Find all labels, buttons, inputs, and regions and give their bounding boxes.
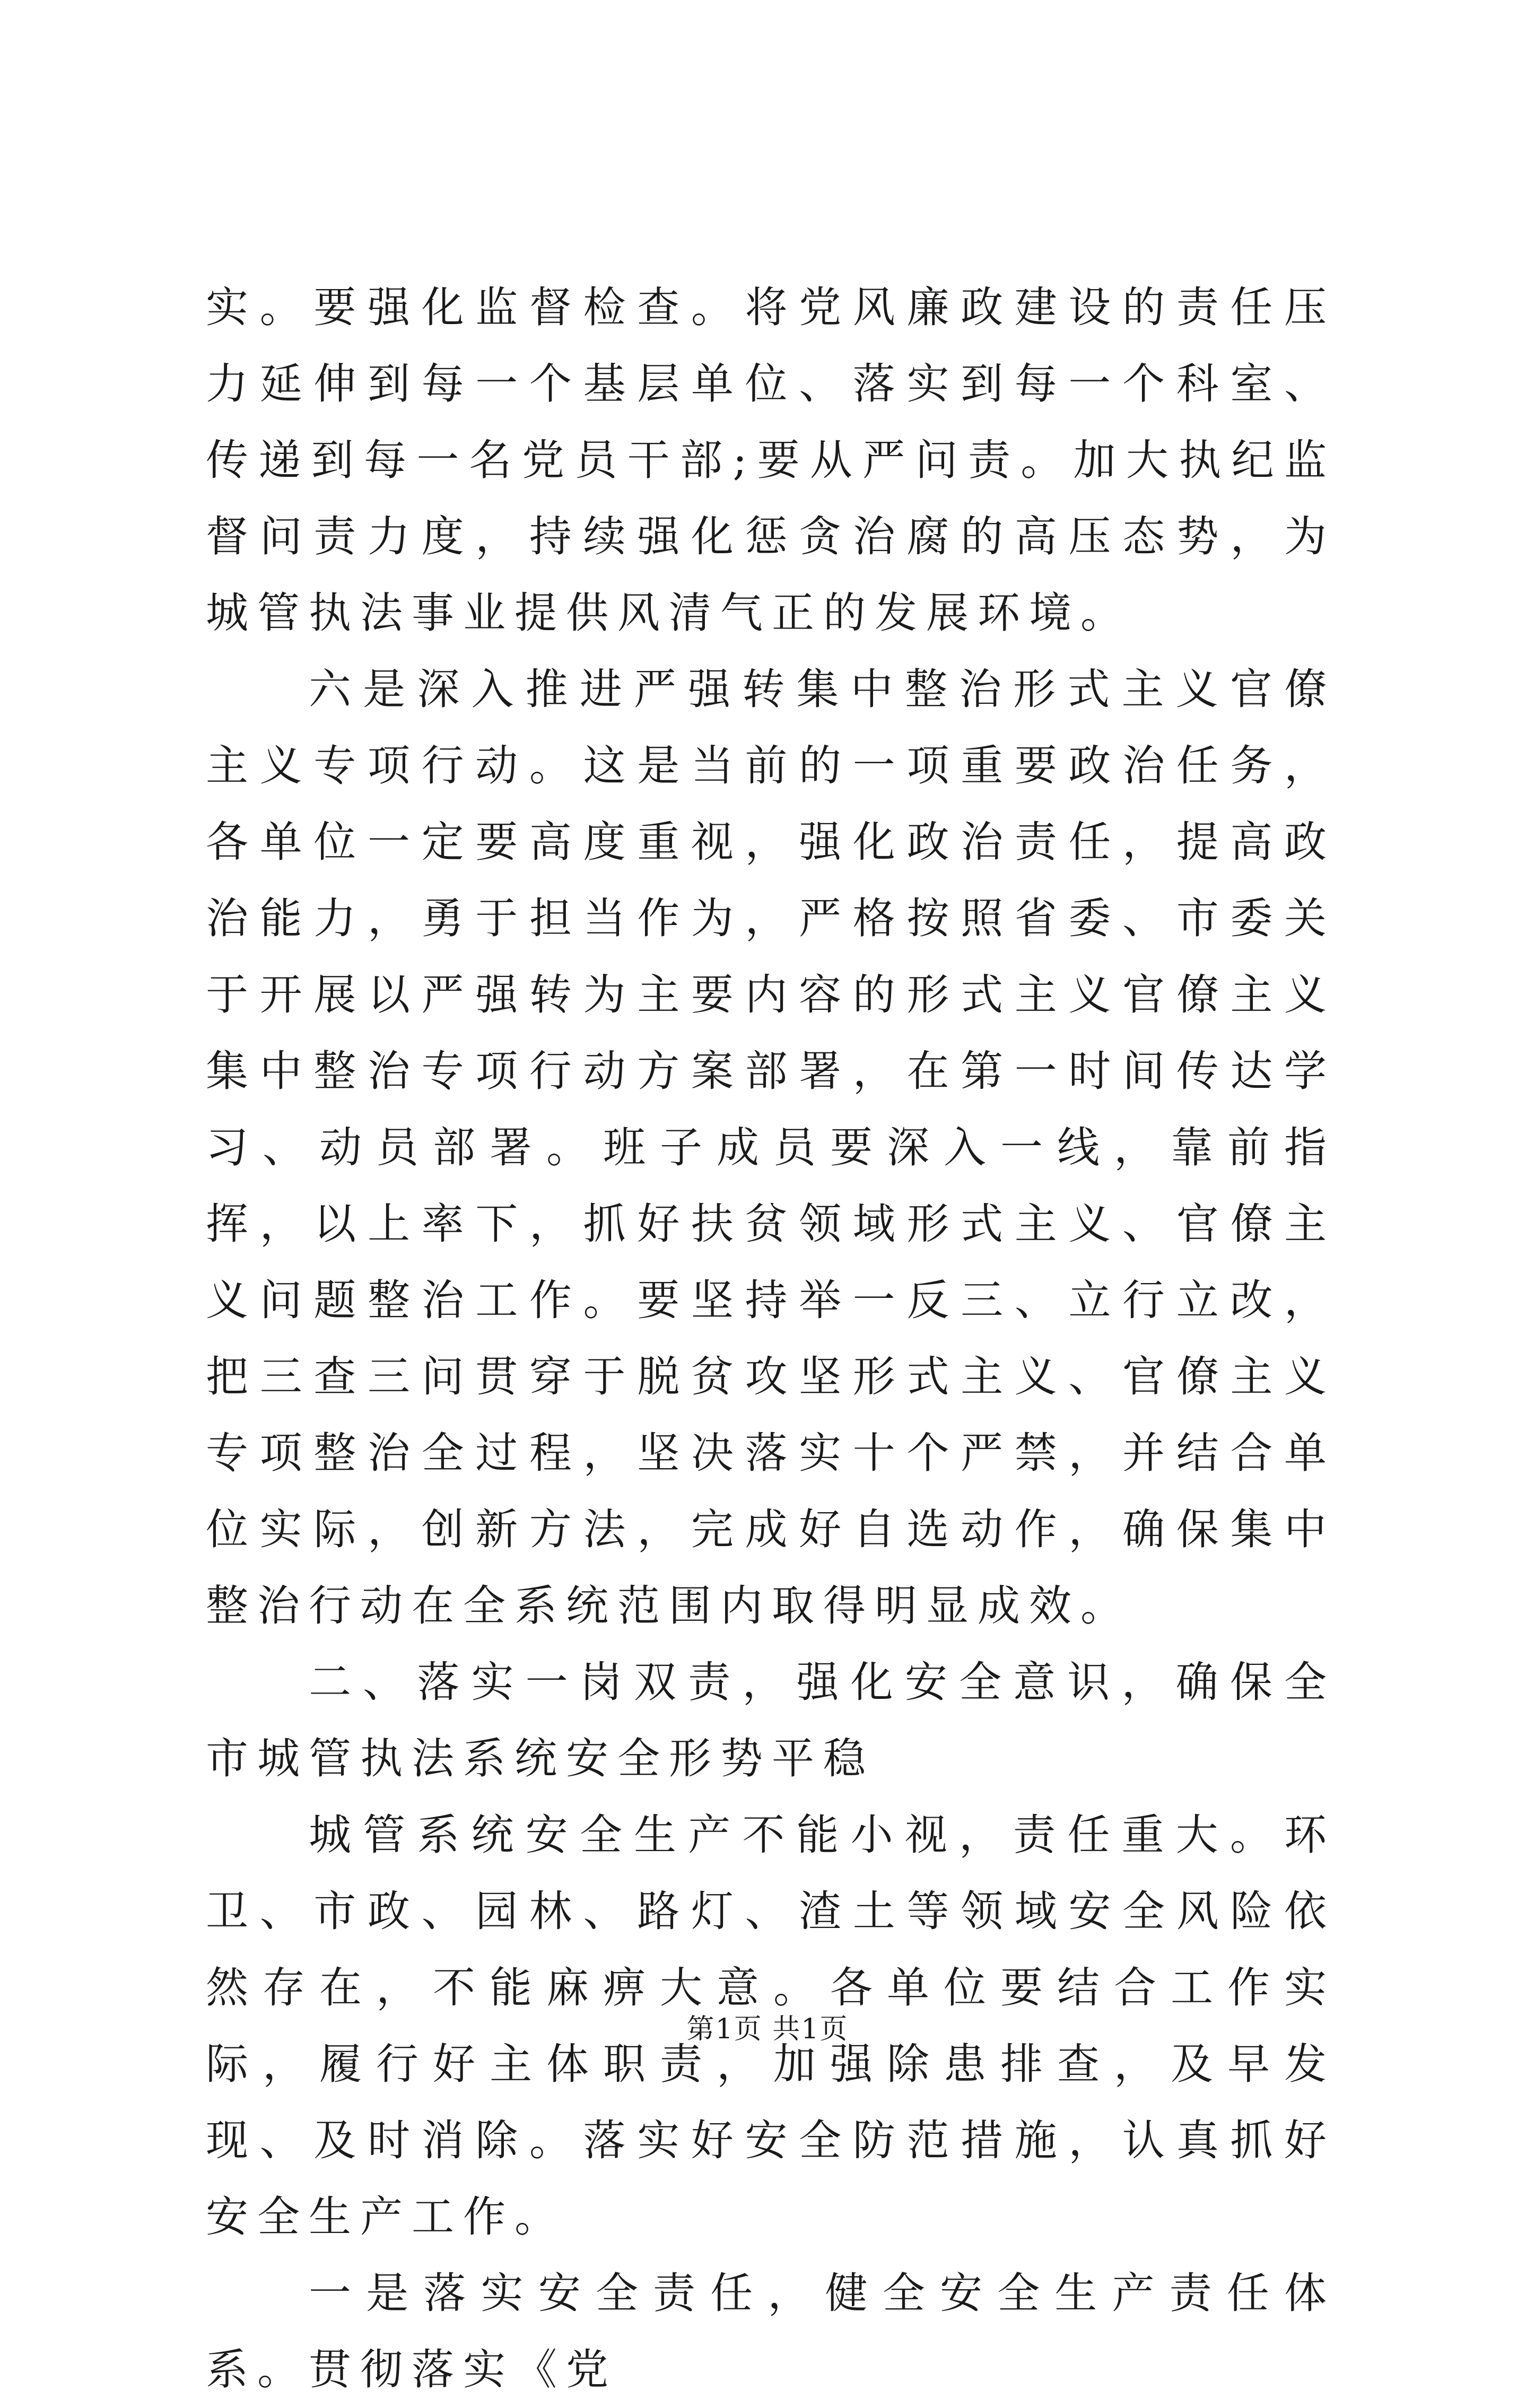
document-body [206,269,1336,2408]
section-heading: 二、落实一岗双责，强化安全意识，确保全市城管执法系统安全形势平稳 [206,1657,1336,1783]
paragraph-3: 城管系统安全生产不能小视，责任重大。环卫、市政、园林、路灯、渣土等领域安全风险依然存在，不能麻痹大意。各单位要结合工作实际，履行好主体职责，加强除患排查，及早发现、及时消除。落实好安全防范措施，认真抓好安全生产工作。 [206,1810,1336,2241]
paragraph-2: 六是深入推进严强转集中整治形式主义官僚主义专项行动。这是当前的一项重要政治任务，各单位一定要高度重视，强化政治责任，提高政治能力，勇于担当作为，严格按照省委、市委关于开展以严强转为主要内容的形式主义官僚主义集中整治专项行动方案部署，在第一时间传达学习、动员部署。班子成员要深入一线，靠前指挥，以上率下，抓好扶贫领域形式主义、官僚主义问题整治工作。要坚持举一反三、立行立改，把三查三问贯穿于脱贫攻坚形式主义、官僚主义专项整治全过程，坚决落实十个严禁，并结合单位实际，创新方法，完成好自选动作，确保集中整治行动在全系统范围内取得明显成效。 [206,665,1336,1630]
page-footer: 第1页 共1页 [686,2013,849,2045]
paragraph-4: 一是落实安全责任，健全安全生产责任体系。贯彻落实《党 [206,2269,1336,2394]
paragraph-1: 实。要强化监督检查。将党风廉政建设的责任压力延伸到每一个基层单位、落实到每一个科室、传递到每一名党员干部;要从严问责。加大执纪监督问责力度，持续强化惩贪治腐的高压态势，为城管执法事业提供风清气正的发展环境。 [206,283,1336,638]
